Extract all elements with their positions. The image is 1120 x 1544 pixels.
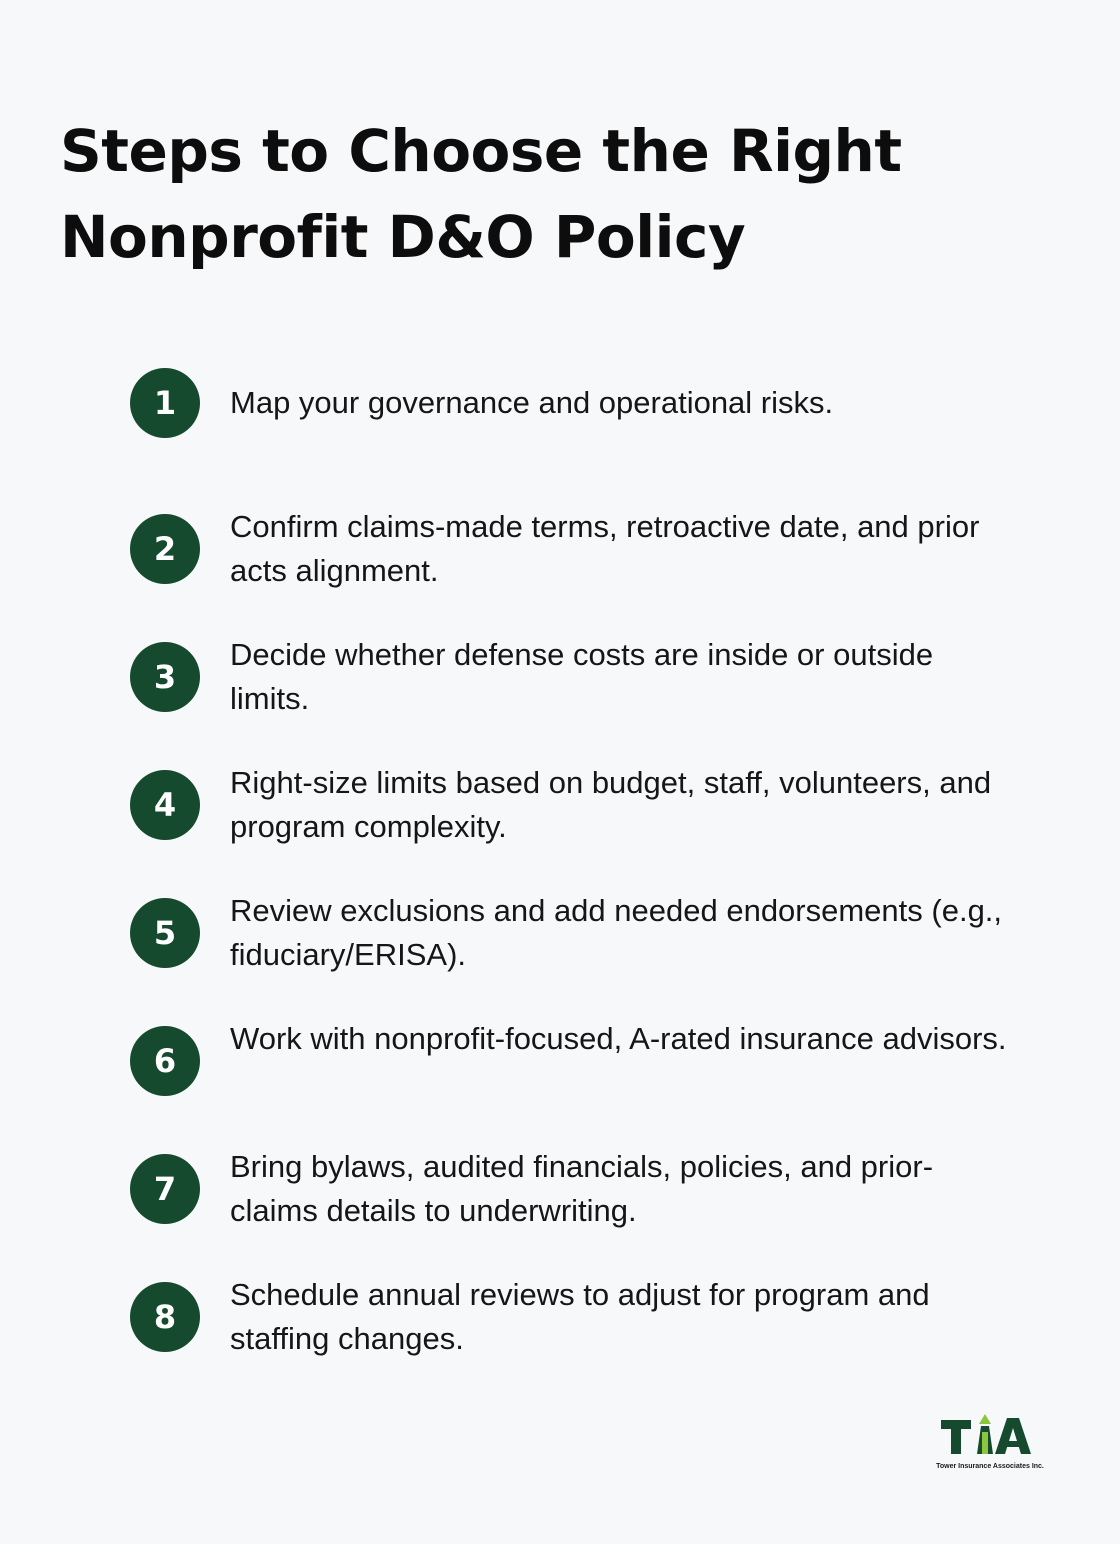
logo-caption: Tower Insurance Associates Inc. (936, 1463, 1044, 1470)
step-text: Map your governance and operational risks. (230, 385, 834, 420)
step-text: Schedule annual reviews to adjust for program and staffing changes. (230, 1277, 930, 1356)
step-2 (130, 496, 1030, 624)
step-number-badge: 3 (130, 642, 200, 712)
step-4 (130, 752, 1030, 880)
step-text: Right-size limits based on budget, staff, volunteers, and program complexity. (230, 765, 992, 844)
title-line-1: Steps to Choose the Right (60, 117, 902, 185)
step-text: Decide whether defense costs are inside or outside limits. (230, 637, 934, 716)
step-5 (130, 880, 1030, 1008)
company-logo (925, 1412, 1055, 1478)
step-number-badge: 1 (130, 368, 200, 438)
page-title (60, 108, 1060, 280)
step-8 (130, 1264, 1030, 1392)
step-text: Review exclusions and add needed endorsements (e.g., fiduciary/ERISA). (230, 893, 1003, 972)
steps-list (130, 368, 1030, 1392)
step-text: Confirm claims-made terms, retroactive date, and prior acts alignment. (230, 509, 980, 588)
step-1 (130, 368, 1030, 496)
step-number-badge: 6 (130, 1026, 200, 1096)
step-number-badge: 7 (130, 1154, 200, 1224)
title-line-2: Nonprofit D&O Policy (60, 203, 746, 271)
tia-logo-icon (933, 1412, 1045, 1462)
step-6 (130, 1008, 1030, 1136)
step-text: Bring bylaws, audited financials, policies, and prior-claims details to underwriting. (230, 1149, 934, 1228)
step-text: Work with nonprofit-focused, A-rated insurance advisors. (230, 1021, 1007, 1056)
step-7 (130, 1136, 1030, 1264)
step-number-badge: 4 (130, 770, 200, 840)
step-3 (130, 624, 1030, 752)
step-number-badge: 2 (130, 514, 200, 584)
step-number-badge: 8 (130, 1282, 200, 1352)
step-number-badge: 5 (130, 898, 200, 968)
